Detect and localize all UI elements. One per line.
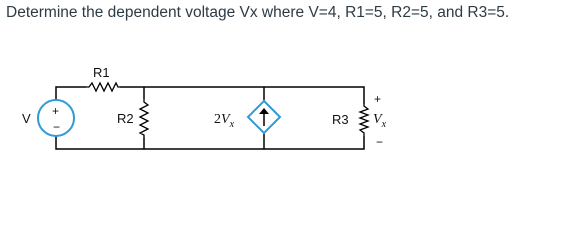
dependent-source-label: $2V_x$ <box>214 112 235 130</box>
voltage-source <box>38 100 74 136</box>
vx-label: $V_x$ <box>373 112 387 130</box>
r2-resistor <box>140 99 148 137</box>
vx-minus-sign: − <box>376 135 384 149</box>
r1-label: R1 <box>93 65 110 80</box>
dependent-current-source <box>248 101 280 133</box>
circuit-wires <box>56 87 364 149</box>
r1-resistor <box>86 83 120 91</box>
r2-label: R2 <box>117 111 134 126</box>
svg-text:−: − <box>53 120 61 134</box>
svg-text:+: + <box>52 104 60 118</box>
r3-resistor <box>360 104 368 136</box>
source-label: V <box>22 111 31 126</box>
question-text: Determine the dependent voltage Vx where V=4, R1=5, R2=5, and R3=5. <box>6 4 510 21</box>
vx-plus-sign: + <box>374 92 382 106</box>
r3-label: R3 <box>332 112 349 127</box>
